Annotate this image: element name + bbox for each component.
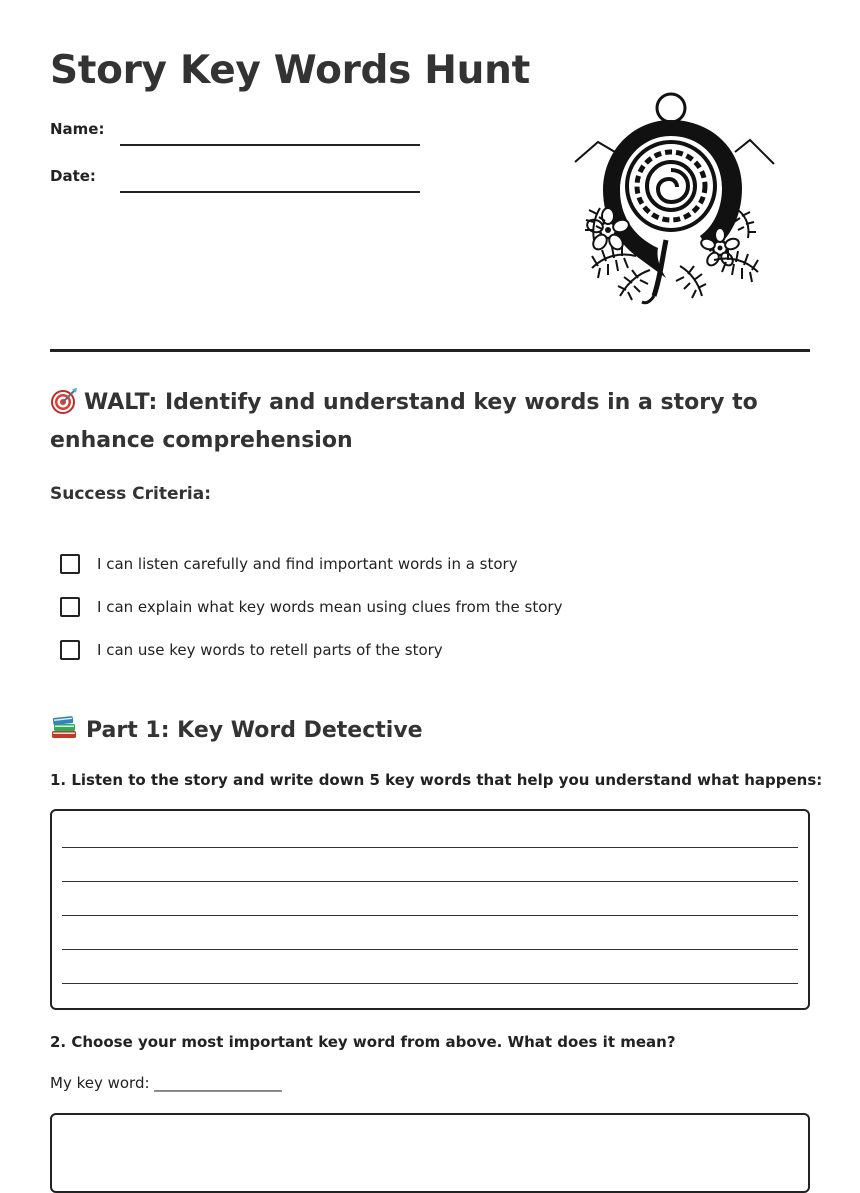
name-write-line[interactable] [120,144,420,146]
my-key-word-line[interactable]: My key word: _________________ [50,1074,282,1092]
write-line[interactable] [62,847,798,848]
write-line[interactable] [62,949,798,950]
question-2: 2. Choose your most important key word from above. What does it mean? [50,1033,676,1051]
koru-fern-emblem-icon [570,90,780,308]
part1-heading-text: Part 1: Key Word Detective [86,718,423,743]
criterion-text: I can explain what key words mean using clues from the story [97,598,563,616]
key-words-answer-box[interactable] [50,809,810,1010]
success-criteria-heading: Success Criteria: [50,484,212,504]
page-title: Story Key Words Hunt [50,48,530,93]
date-write-line[interactable] [120,191,420,193]
success-criteria-list [60,552,562,681]
write-line[interactable] [62,881,798,882]
target-icon [50,386,78,414]
date-field[interactable] [50,163,420,193]
write-line[interactable] [62,983,798,984]
criterion-checkbox[interactable] [60,554,80,574]
write-line[interactable] [62,915,798,916]
list-item [60,638,562,681]
name-label: Name: [50,120,105,138]
books-icon [50,713,78,741]
part1-heading [50,713,423,743]
criterion-checkbox[interactable] [60,640,80,660]
key-word-meaning-box[interactable] [50,1113,810,1193]
date-label: Date: [50,167,96,185]
walt-text: WALT: Identify and understand key words in a story to enhance comprehension [50,390,758,453]
question-1: 1. Listen to the story and write down 5 key words that help you understand what happens: [50,771,823,789]
name-field[interactable] [50,116,420,146]
section-divider [50,349,810,352]
list-item [60,552,562,595]
criterion-checkbox[interactable] [60,597,80,617]
walt-heading [50,384,810,460]
criterion-text: I can use key words to retell parts of the story [97,641,443,659]
criterion-text: I can listen carefully and find important words in a story [97,555,518,573]
list-item [60,595,562,638]
